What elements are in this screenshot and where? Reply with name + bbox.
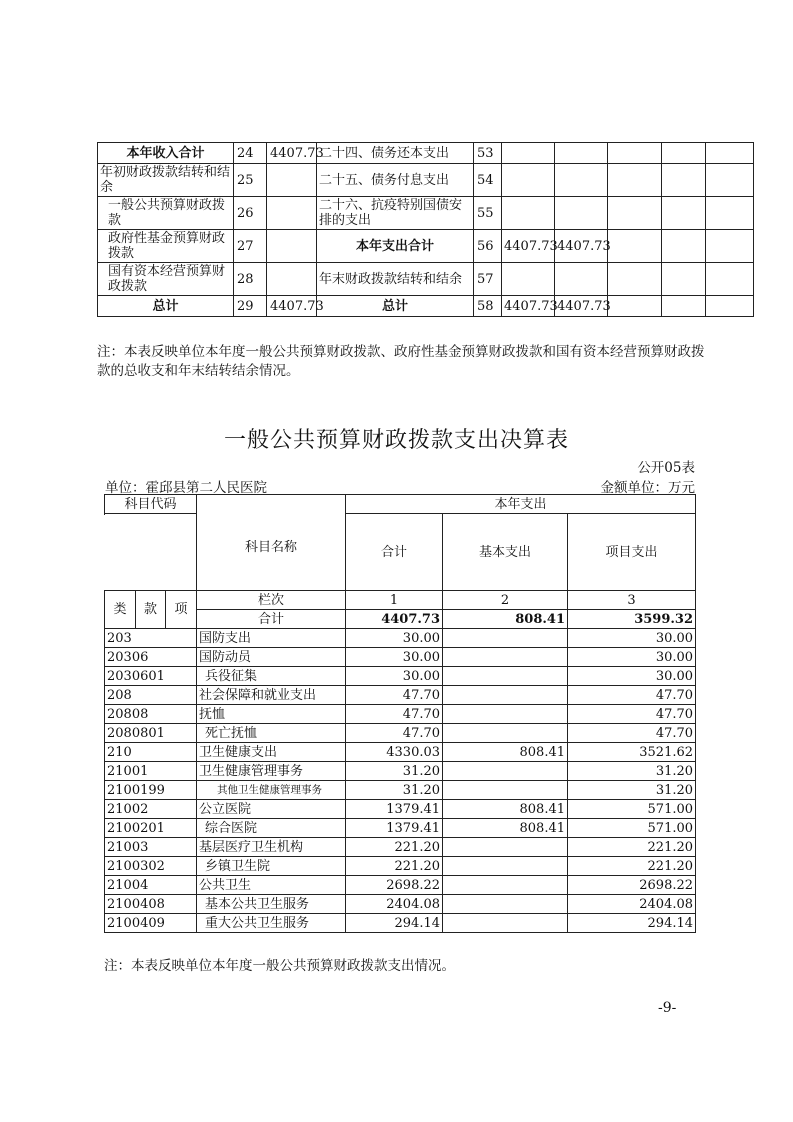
header-xiang: 项	[166, 591, 197, 629]
row-no: 29	[234, 296, 267, 317]
subject-code: 20306	[105, 648, 197, 667]
subject-name: 死亡抚恤	[197, 724, 346, 743]
table-row	[105, 724, 696, 743]
total-amount: 294.14	[346, 914, 443, 933]
table-row	[105, 914, 696, 933]
amount	[555, 143, 608, 164]
amount	[267, 263, 317, 296]
summary-note: 注：本表反映单位本年度一般公共预算财政拨款、政府性基金预算财政拨款和国有资本经营预算财政拨款的总收支和年末结转结余情况。	[97, 344, 705, 379]
page-number: -9-	[658, 1000, 677, 1016]
table-row	[105, 705, 696, 724]
basic-amount	[443, 895, 568, 914]
row-no: 53	[474, 143, 502, 164]
row-no: 56	[474, 230, 502, 263]
row-label: 总计	[98, 296, 234, 317]
project-amount: 30.00	[568, 667, 696, 686]
sum-project: 3599.32	[568, 610, 696, 629]
project-amount: 2404.08	[568, 895, 696, 914]
table-row	[105, 800, 696, 819]
row-no: 25	[234, 164, 267, 197]
row-no: 58	[474, 296, 502, 317]
table-row	[105, 781, 696, 800]
subject-name: 国防动员	[197, 648, 346, 667]
project-amount: 221.20	[568, 838, 696, 857]
amount	[555, 164, 608, 197]
subject-code: 21003	[105, 838, 197, 857]
amount: 4407.73	[267, 143, 317, 164]
summary-row	[98, 296, 754, 317]
amount: 4407.73	[555, 230, 608, 263]
total-amount: 1379.41	[346, 819, 443, 838]
amount: 4407.73	[502, 230, 555, 263]
table-row	[105, 819, 696, 838]
project-amount: 294.14	[568, 914, 696, 933]
summary-row	[98, 143, 754, 164]
row-no: 54	[474, 164, 502, 197]
col-number-2: 2	[443, 591, 568, 610]
basic-amount	[443, 857, 568, 876]
project-amount: 30.00	[568, 648, 696, 667]
subject-code: 20808	[105, 705, 197, 724]
amount	[555, 197, 608, 230]
basic-amount	[443, 838, 568, 857]
basic-amount	[443, 629, 568, 648]
sum-total: 4407.73	[346, 610, 443, 629]
row-label: 国有资本经营预算财政拨款	[98, 263, 234, 296]
table-row	[105, 648, 696, 667]
project-amount: 2698.22	[568, 876, 696, 895]
total-amount: 30.00	[346, 629, 443, 648]
total-amount: 31.20	[346, 762, 443, 781]
sum-basic: 808.41	[443, 610, 568, 629]
header-subject-name: 科目名称	[197, 495, 346, 591]
basic-amount	[443, 762, 568, 781]
subject-code: 2080801	[105, 724, 197, 743]
amount	[502, 197, 555, 230]
row-no: 57	[474, 263, 502, 296]
total-amount: 2404.08	[346, 895, 443, 914]
subject-name: 兵役征集	[197, 667, 346, 686]
amount: 4407.73	[502, 296, 555, 317]
basic-amount	[443, 876, 568, 895]
basic-amount	[443, 724, 568, 743]
project-amount: 47.70	[568, 705, 696, 724]
amount	[502, 164, 555, 197]
subject-name: 抚恤	[197, 705, 346, 724]
basic-amount	[443, 648, 568, 667]
project-amount: 47.70	[568, 724, 696, 743]
row-label: 一般公共预算财政拨款	[98, 197, 234, 230]
subject-name: 综合医院	[197, 819, 346, 838]
table-row	[105, 762, 696, 781]
row-no: 55	[474, 197, 502, 230]
row-no: 27	[234, 230, 267, 263]
table-row	[105, 838, 696, 857]
amount	[267, 197, 317, 230]
total-amount: 1379.41	[346, 800, 443, 819]
basic-amount	[443, 914, 568, 933]
table-row	[105, 686, 696, 705]
total-amount: 30.00	[346, 648, 443, 667]
total-amount: 47.70	[346, 686, 443, 705]
amount: 4407.73	[555, 296, 608, 317]
header-year-expense: 本年支出	[346, 495, 696, 514]
amount	[555, 263, 608, 296]
summary-row	[98, 197, 754, 230]
row-label: 年末财政拨款结转和结余	[317, 263, 474, 296]
total-amount: 31.20	[346, 781, 443, 800]
row-label: 年初财政拨款结转和结余	[98, 164, 234, 197]
header-kuan: 款	[136, 591, 166, 629]
basic-amount	[443, 686, 568, 705]
header-subject-code: 科目代码	[105, 495, 197, 514]
subject-name: 国防支出	[197, 629, 346, 648]
col-number-1: 1	[346, 591, 443, 610]
row-label: 二十四、债务还本支出	[317, 143, 474, 164]
basic-amount	[443, 667, 568, 686]
row-label: 二十五、债务付息支出	[317, 164, 474, 197]
amount	[502, 143, 555, 164]
subject-name: 基本公共卫生服务	[197, 895, 346, 914]
table-row	[105, 857, 696, 876]
amount	[267, 164, 317, 197]
total-amount: 221.20	[346, 838, 443, 857]
subject-code: 21001	[105, 762, 197, 781]
amount	[502, 263, 555, 296]
project-amount: 571.00	[568, 800, 696, 819]
basic-amount	[443, 705, 568, 724]
subject-code: 2100408	[105, 895, 197, 914]
subject-code: 210	[105, 743, 197, 762]
project-amount: 30.00	[568, 629, 696, 648]
subject-code: 2100302	[105, 857, 197, 876]
basic-amount	[443, 781, 568, 800]
page-title: 一般公共预算财政拨款支出决算表	[223, 428, 569, 453]
row-no: 28	[234, 263, 267, 296]
table-row	[105, 876, 696, 895]
subject-name: 乡镇卫生院	[197, 857, 346, 876]
subject-name: 其他卫生健康管理事务	[197, 781, 346, 800]
subject-code: 21004	[105, 876, 197, 895]
form-code: 公开05表	[637, 460, 695, 476]
total-amount: 47.70	[346, 724, 443, 743]
subject-name: 社会保障和就业支出	[197, 686, 346, 705]
expenditure-note: 注：本表反映单位本年度一般公共预算财政拨款支出情况。	[104, 958, 455, 974]
total-amount: 221.20	[346, 857, 443, 876]
income-expense-summary-table	[97, 142, 754, 317]
row-label: 本年支出合计	[317, 230, 474, 263]
table-row	[105, 895, 696, 914]
table-row	[105, 743, 696, 762]
amount: 4407.73	[267, 296, 317, 317]
subject-name: 公立医院	[197, 800, 346, 819]
expenditure-table	[104, 494, 696, 933]
subject-code: 2100409	[105, 914, 197, 933]
subject-name: 公共卫生	[197, 876, 346, 895]
summary-row	[98, 263, 754, 296]
total-amount: 4330.03	[346, 743, 443, 762]
summary-row	[98, 230, 754, 263]
header-lei: 类	[105, 591, 136, 629]
subject-code: 2100201	[105, 819, 197, 838]
basic-amount: 808.41	[443, 800, 568, 819]
subject-name: 卫生健康管理事务	[197, 762, 346, 781]
header-lanci: 栏次	[197, 591, 346, 610]
project-amount: 47.70	[568, 686, 696, 705]
row-label: 二十六、抗疫特别国债安排的支出	[317, 197, 474, 230]
row-label: 本年收入合计	[98, 143, 234, 164]
project-amount: 31.20	[568, 781, 696, 800]
basic-amount: 808.41	[443, 743, 568, 762]
total-amount: 30.00	[346, 667, 443, 686]
header-total: 合计	[346, 514, 443, 591]
project-amount: 31.20	[568, 762, 696, 781]
subject-code: 208	[105, 686, 197, 705]
sum-label: 合计	[197, 610, 346, 629]
row-no: 26	[234, 197, 267, 230]
table-row	[105, 629, 696, 648]
summary-row	[98, 164, 754, 197]
total-amount: 2698.22	[346, 876, 443, 895]
project-amount: 221.20	[568, 857, 696, 876]
header-project: 项目支出	[568, 514, 696, 591]
basic-amount: 808.41	[443, 819, 568, 838]
subject-code: 21002	[105, 800, 197, 819]
row-label: 政府性基金预算财政拨款	[98, 230, 234, 263]
total-amount: 47.70	[346, 705, 443, 724]
row-label: 总计	[317, 296, 474, 317]
subject-code: 2030601	[105, 667, 197, 686]
unit-label: 单位：霍邱县第二人民医院	[105, 480, 267, 496]
subject-name: 卫生健康支出	[197, 743, 346, 762]
subject-code: 203	[105, 629, 197, 648]
row-no: 24	[234, 143, 267, 164]
header-basic: 基本支出	[443, 514, 568, 591]
table-row	[105, 667, 696, 686]
col-number-3: 3	[568, 591, 696, 610]
subject-code: 2100199	[105, 781, 197, 800]
amount	[267, 230, 317, 263]
subject-name: 重大公共卫生服务	[197, 914, 346, 933]
project-amount: 571.00	[568, 819, 696, 838]
project-amount: 3521.62	[568, 743, 696, 762]
money-unit-label: 金额单位：万元	[600, 480, 695, 496]
subject-name: 基层医疗卫生机构	[197, 838, 346, 857]
